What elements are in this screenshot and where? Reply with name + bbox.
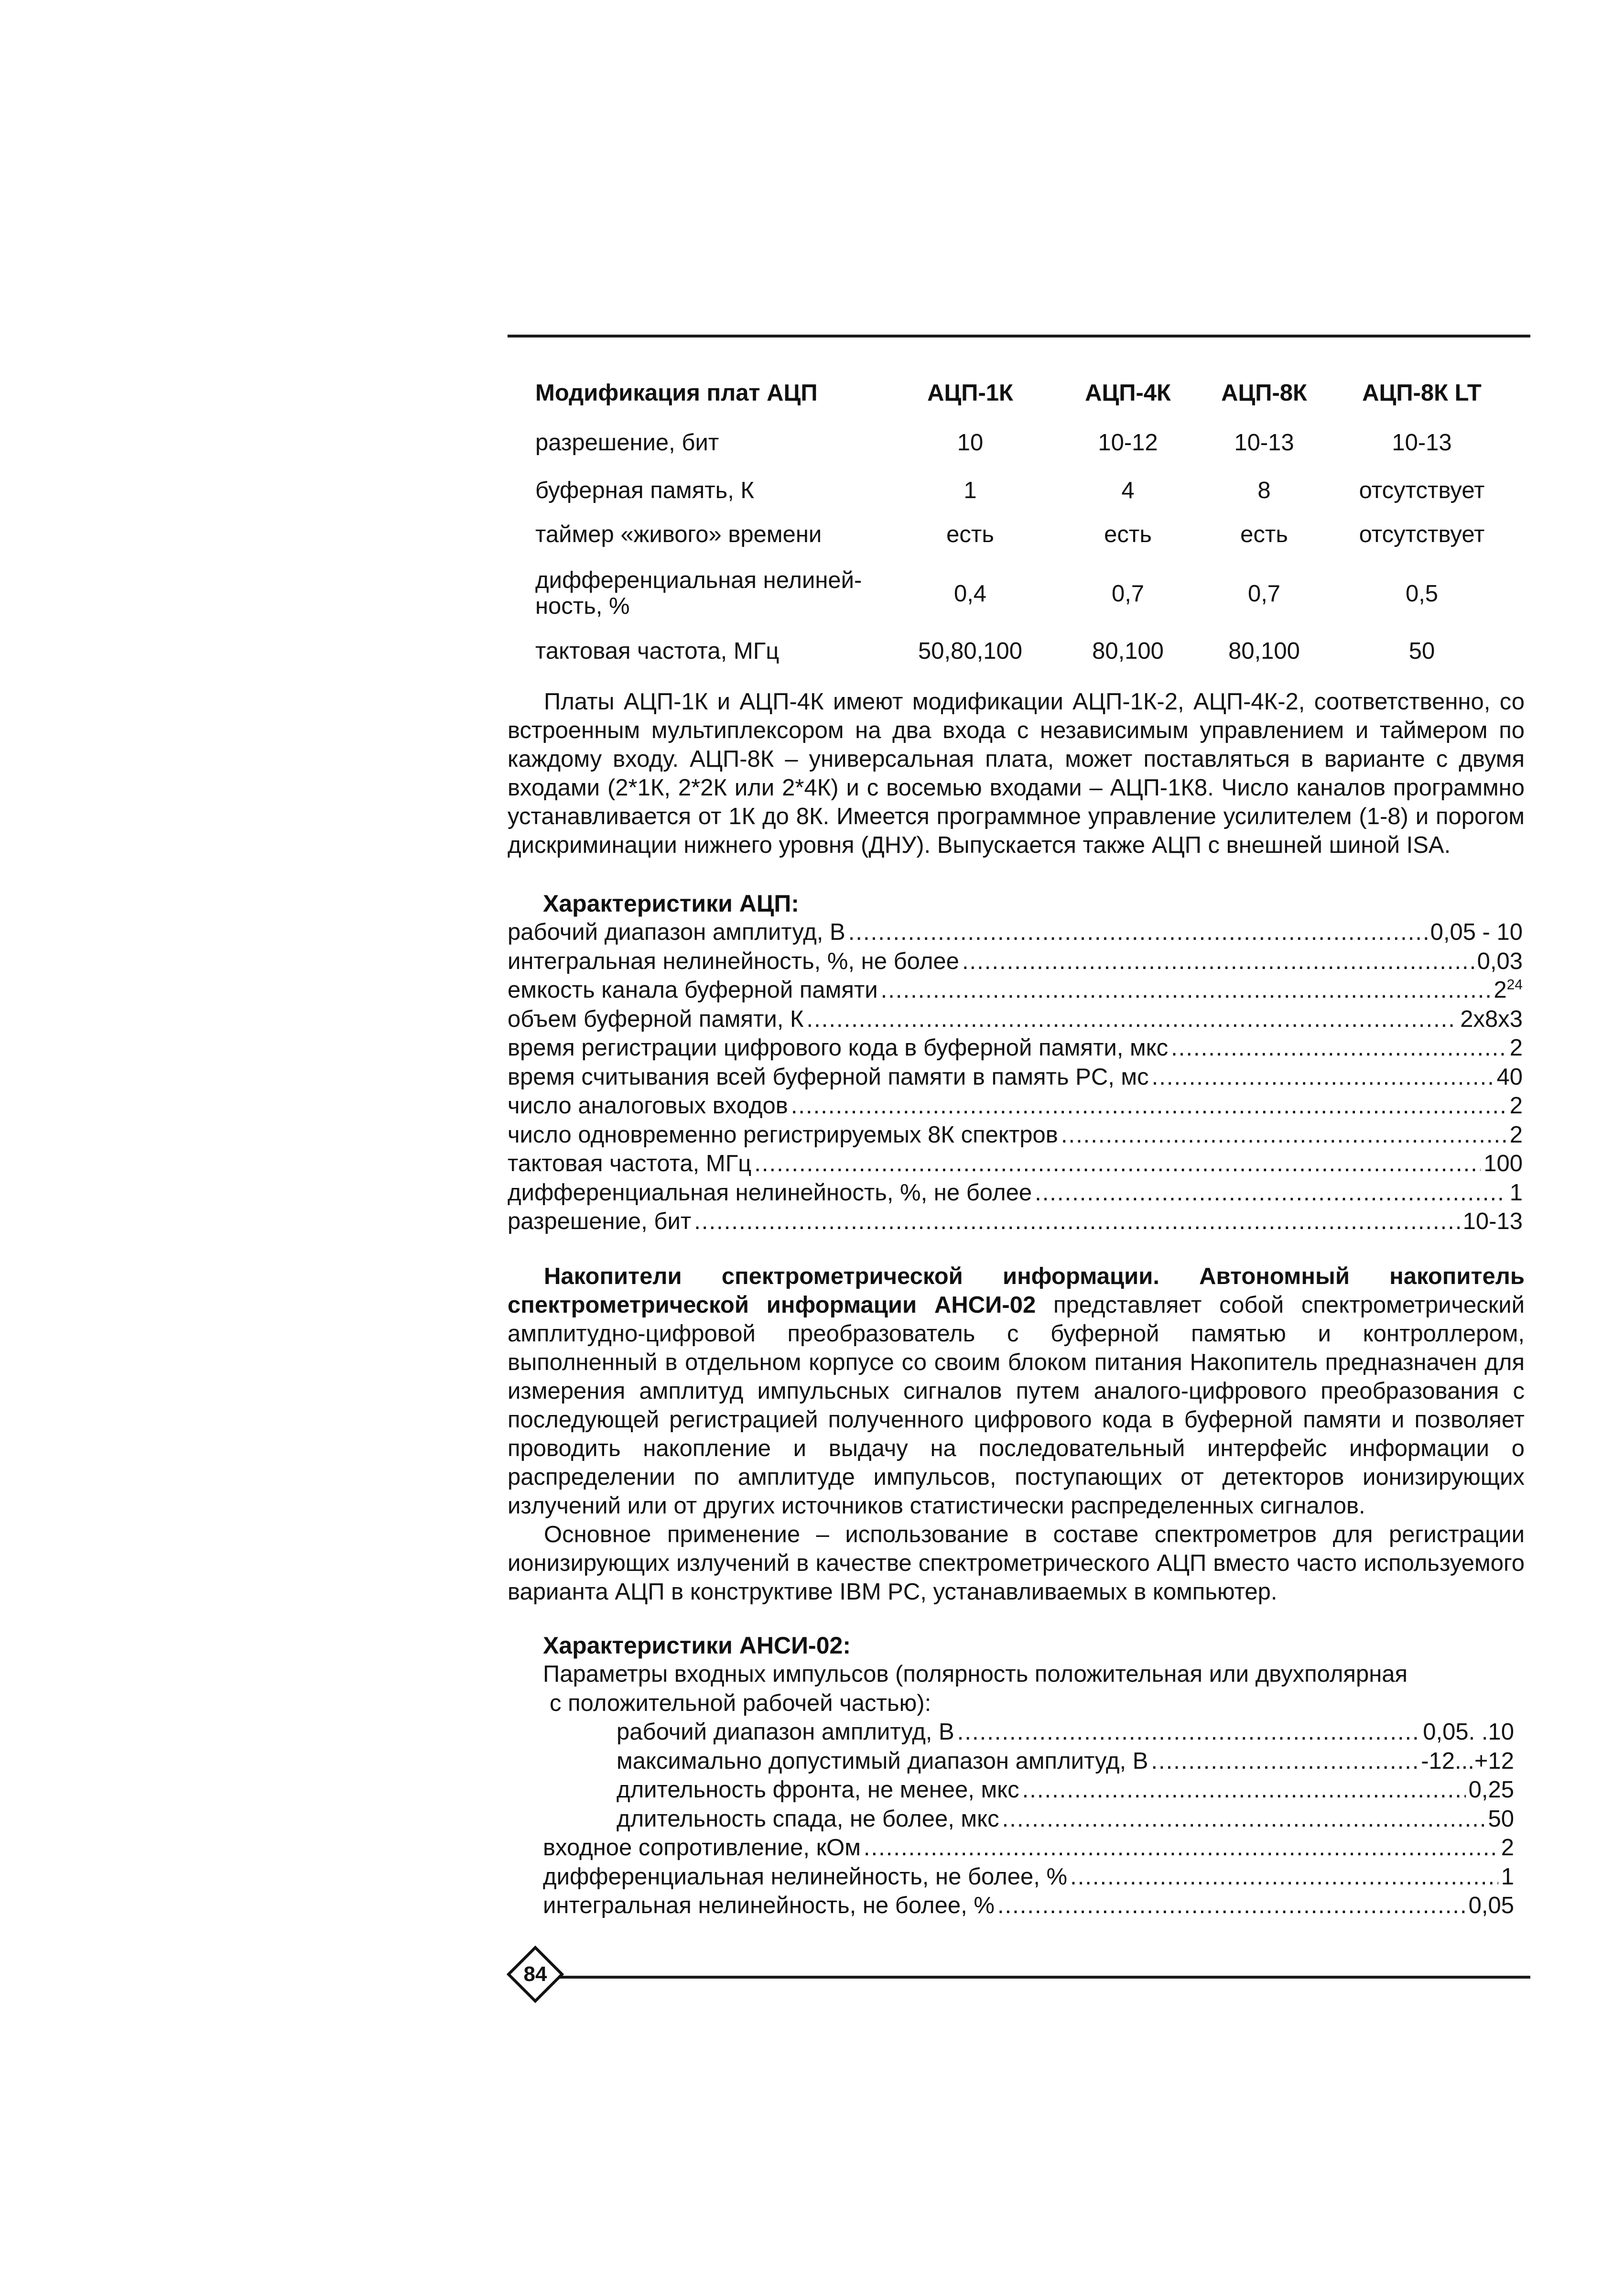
adc-specs-list xyxy=(508,918,1523,1236)
adc-specs-title: Характеристики АЦП: xyxy=(543,890,800,917)
table-cell: 10-13 xyxy=(1392,430,1452,456)
ansi-pulse-params-list xyxy=(617,1718,1514,1833)
table-header-row xyxy=(535,380,1515,430)
spec-label: тактовая частота, МГц xyxy=(508,1151,752,1176)
spec-row xyxy=(543,1833,1514,1862)
leader-dots xyxy=(1035,1178,1507,1208)
table-header-cell: АЦП-4К xyxy=(1085,380,1171,406)
spec-row xyxy=(508,1149,1523,1178)
table-cell: 50 xyxy=(1408,638,1435,664)
leader-dots xyxy=(754,1149,1481,1178)
spec-value: 0,25 xyxy=(1468,1777,1514,1803)
ansi-application-text: Основное применение – использование в составе спектрометров для регистрации ионизирующих излучений в качестве спектрометрического АЦП вместо часто используемого варианта АЦП в конструктиве IBM PC, устанавливаемых в компьютер. xyxy=(508,1522,1525,1605)
leader-dots xyxy=(1061,1121,1507,1150)
spec-value: 2 xyxy=(1509,1035,1523,1061)
ansi-lead-bold: Накопители спектрометрической информации. Автономный накопитель спектрометрической информации АНСИ-02 xyxy=(508,1263,1525,1318)
table-cell: есть xyxy=(1240,522,1288,547)
spec-label: входное сопротивление, кОм xyxy=(543,1835,861,1861)
table-cell: 0,4 xyxy=(953,581,987,607)
spec-row xyxy=(508,947,1523,976)
spec-value: 2x8x3 xyxy=(1460,1006,1523,1032)
table-row xyxy=(535,638,1515,667)
spec-label: дифференциальная нелинейность, %, не более xyxy=(508,1179,1032,1206)
table-cell: 0,7 xyxy=(1247,581,1281,607)
top-rule xyxy=(508,335,1530,337)
table-header-cell: АЦП-8К LT xyxy=(1362,380,1482,406)
table-cell: 4 xyxy=(1121,478,1135,503)
leader-dots xyxy=(997,1891,1466,1920)
leader-dots xyxy=(1152,1063,1494,1092)
ansi-application-paragraph xyxy=(508,1520,1525,1606)
bottom-rule xyxy=(554,1976,1530,1979)
spec-value: 100 xyxy=(1483,1151,1523,1176)
table-cell: отсутствует xyxy=(1359,522,1485,547)
spec-value: 10-13 xyxy=(1462,1208,1523,1234)
table-cell: 0,7 xyxy=(1111,581,1145,607)
leader-dots xyxy=(791,1091,1507,1121)
spec-label: время считывания всей буферной памяти в память PC, мс xyxy=(508,1064,1149,1090)
spec-row xyxy=(508,976,1523,1005)
spec-value-exponent: 24 xyxy=(1506,977,1523,993)
spec-row xyxy=(508,1005,1523,1034)
spec-label: рабочий диапазон амплитуд, В xyxy=(508,919,845,945)
leader-dots xyxy=(694,1207,1460,1236)
spec-value: 1 xyxy=(1509,1179,1523,1206)
spec-row xyxy=(617,1775,1514,1805)
spec-label: число аналоговых входов xyxy=(508,1093,788,1119)
spec-value: -12...+12 xyxy=(1421,1748,1514,1774)
table-row xyxy=(535,522,1515,567)
spec-row xyxy=(508,1121,1523,1150)
spec-row xyxy=(617,1747,1514,1776)
table-row xyxy=(535,430,1515,478)
leader-dots xyxy=(957,1718,1420,1747)
intro-paragraph-text: Платы АЦП-1К и АЦП-4К имеют модификации АЦП-1К-2, АЦП-4К-2, соответственно, со встроенным мультиплексором на два входа с независимым управлением и таймером по каждому входу. АЦП-8К – универсальная плата, может поставляться в варианте с двумя входами (2*1К, 2*2К или 2*4К) и с восемью входами – АЦП-1К8. Число каналов программно устанавливается от 1К до 8К. Имеется программное управление усилителем (1-8) и порогом дискриминации нижнего уровня (ДНУ). Выпускается также АЦП с внешней шиной ISA. xyxy=(508,689,1525,858)
spec-label: длительность фронта, не менее, мкс xyxy=(617,1777,1019,1803)
adc-modifications-table xyxy=(535,380,1515,667)
table-cell: разрешение, бит xyxy=(535,430,719,456)
leader-dots xyxy=(881,976,1491,1005)
leader-dots xyxy=(864,1833,1498,1862)
spec-label: разрешение, бит xyxy=(508,1208,692,1234)
table-cell: 10-12 xyxy=(1098,430,1158,456)
leader-dots xyxy=(1002,1805,1485,1834)
spec-value-base: 2 xyxy=(1494,977,1507,1003)
spec-label: число одновременно регистрируемых 8К спектров xyxy=(508,1121,1058,1148)
spec-label: длительность спада, не более, мкс xyxy=(617,1806,999,1832)
spec-row xyxy=(508,918,1523,947)
table-cell: 50,80,100 xyxy=(918,638,1022,664)
spec-label: интегральная нелинейность, %, не более xyxy=(508,948,959,974)
table-cell: есть xyxy=(1104,522,1152,547)
ansi-input-params xyxy=(543,1660,1527,1718)
leader-dots xyxy=(848,918,1428,947)
table-cell: дифференциальная нелиней-ность, % xyxy=(535,567,862,619)
leader-dots xyxy=(807,1005,1458,1034)
intro-paragraph xyxy=(508,687,1525,860)
spec-value: 40 xyxy=(1496,1064,1523,1090)
spec-label: время регистрации цифрового кода в буферной памяти, мкс xyxy=(508,1035,1169,1061)
table-cell: есть xyxy=(946,522,994,547)
ansi-intro-line: с положительной рабочей частью): xyxy=(550,1690,931,1716)
ansi-intro-line: Параметры входных импульсов (полярность положительная или двухполярная xyxy=(543,1661,1408,1687)
leader-dots xyxy=(1070,1862,1498,1892)
table-cell: отсутствует xyxy=(1359,478,1485,503)
spec-value: 50 xyxy=(1488,1806,1514,1832)
spec-value: 2 xyxy=(1509,1093,1523,1119)
spec-row xyxy=(508,1207,1523,1236)
spec-value: 2 xyxy=(1509,1121,1523,1148)
spec-value: 1 xyxy=(1501,1863,1514,1890)
table-cell: 10-13 xyxy=(1234,430,1294,456)
spec-value: 0,05 - 10 xyxy=(1430,919,1523,945)
spec-row xyxy=(508,1034,1523,1063)
spec-row xyxy=(508,1178,1523,1208)
spec-label: максимально допустимый диапазон амплитуд, В xyxy=(617,1748,1148,1774)
table-cell: 8 xyxy=(1257,478,1271,503)
spec-value: 2 xyxy=(1501,1835,1514,1861)
spec-row xyxy=(543,1862,1514,1892)
spec-value: 0,05. .10 xyxy=(1423,1719,1514,1745)
spec-row xyxy=(508,1063,1523,1092)
spec-label: дифференциальная нелинейность, не более, % xyxy=(543,1863,1068,1890)
table-cell: 0,5 xyxy=(1405,581,1439,607)
spec-label: емкость канала буферной памяти xyxy=(508,977,878,1003)
spec-value: 0,03 xyxy=(1477,948,1523,974)
spec-row xyxy=(617,1718,1514,1747)
leader-dots xyxy=(1022,1775,1466,1805)
table-row xyxy=(535,567,1515,638)
table-cell: 80,100 xyxy=(1228,638,1300,664)
spec-label: интегральная нелинейность, не более, % xyxy=(543,1893,995,1918)
ansi-paragraph xyxy=(508,1262,1525,1520)
spec-label: объем буферной памяти, К xyxy=(508,1006,804,1032)
table-cell: 80,100 xyxy=(1092,638,1164,664)
leader-dots xyxy=(1171,1034,1507,1063)
table-header-cell: АЦП-1К xyxy=(927,380,1013,406)
table-header-cell: АЦП-8К xyxy=(1221,380,1307,406)
table-row xyxy=(535,478,1515,522)
spec-row xyxy=(617,1805,1514,1834)
page-number: 84 xyxy=(523,1962,547,1986)
ansi-specs-list xyxy=(543,1833,1514,1920)
table-cell: таймер «живого» времени xyxy=(535,522,822,547)
table-cell: 10 xyxy=(957,430,984,456)
spec-label: рабочий диапазон амплитуд, В xyxy=(617,1719,954,1745)
table-cell: буферная память, К xyxy=(535,478,754,503)
spec-row xyxy=(543,1891,1514,1920)
leader-dots xyxy=(1151,1747,1418,1776)
leader-dots xyxy=(962,947,1474,976)
ansi-body: представляет собой спектрометрический амплитудно-цифровой преобразователь с буферной памятью и контроллером, выполненный в отдельном корпусе со своим блоком питания Накопитель предназначен для измерения амплитуд импульсных сигналов путем аналого-цифрового преобразования с последующей регистрацией полученного цифрового кода в буферной памяти и позволяет проводить накопление и выдачу на последовательный интерфейс информации о распределении по амплитуде импульсов, поступающих от детекторов ионизирующих излучений или от других источников статистически распределенных сигналов. xyxy=(508,1292,1525,1519)
table-cell: тактовая частота, МГц xyxy=(535,638,780,664)
ansi-specs-title: Характеристики АНСИ-02: xyxy=(543,1632,851,1659)
spec-value: 0,05 xyxy=(1468,1893,1514,1918)
spec-row xyxy=(508,1091,1523,1121)
table-header-cell: Модификация плат АЦП xyxy=(535,380,818,406)
spec-value xyxy=(1494,976,1523,1005)
table-cell: 1 xyxy=(964,478,977,503)
